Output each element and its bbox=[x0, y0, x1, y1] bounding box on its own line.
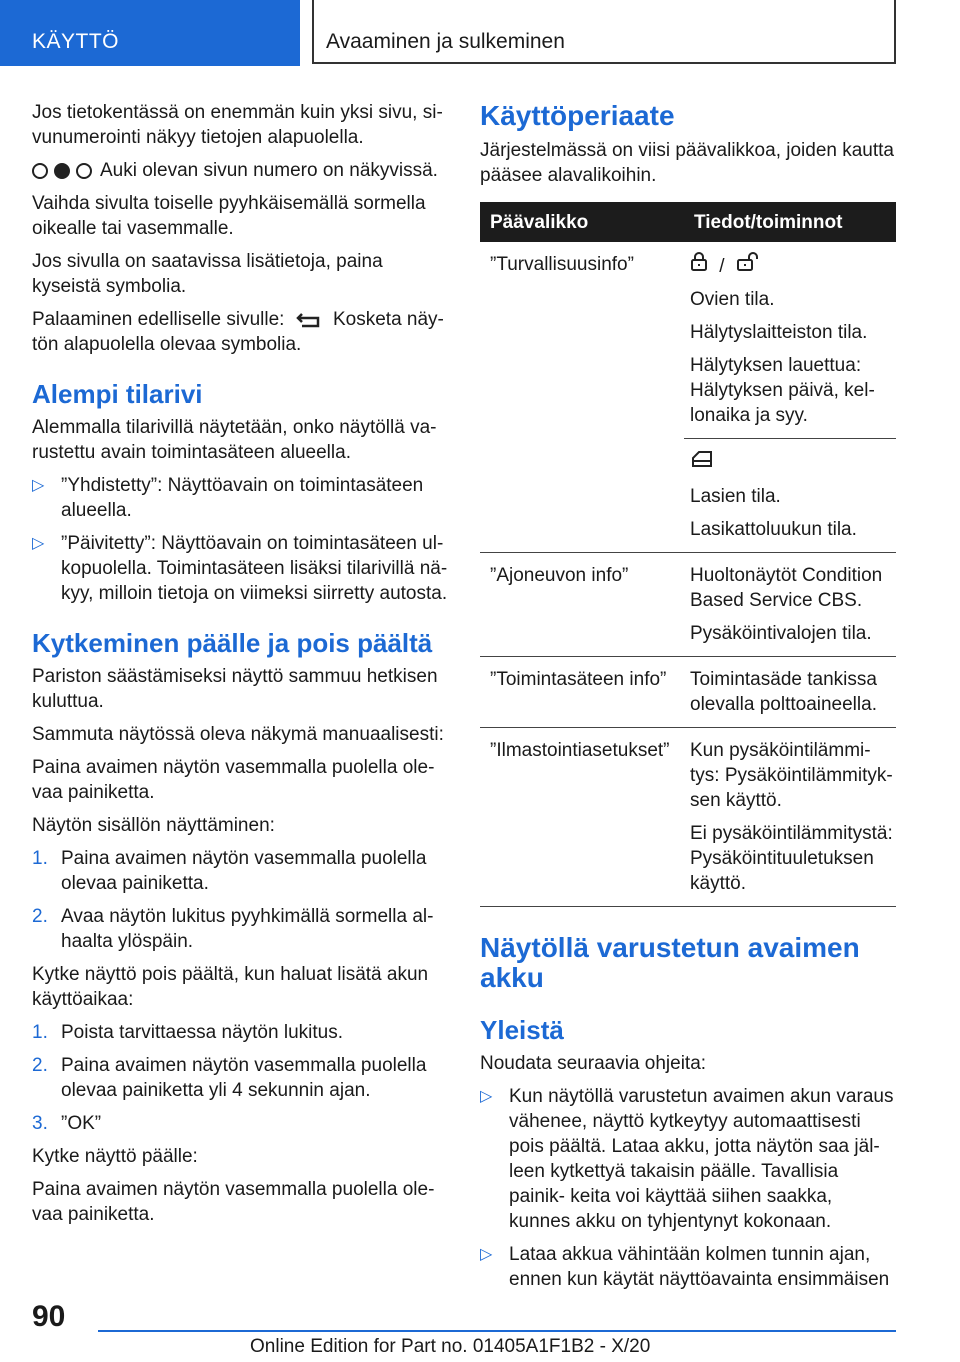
heading-battery: Näytöllä varustetun avaimen akku bbox=[480, 932, 860, 993]
edition-note: Online Edition for Part no. 01405A1F1B2 - X/20 bbox=[250, 1336, 651, 1357]
column-header: Tiedot/toiminnot bbox=[684, 202, 896, 242]
right-column bbox=[480, 100, 896, 1300]
list-item: ▷ ”Päivitetty”: Näyttöavain on toimintasäteen ul- kopuolella. Toimintasäteen lisäksi tilarivillä nä- kyy, milloin tietoja on viimeksi siirretty autosta. bbox=[32, 533, 448, 604]
table-cell: Toimintasäde tankissa olevalla polttoaineella. bbox=[684, 657, 896, 728]
left-column bbox=[32, 100, 448, 1235]
table-row bbox=[480, 728, 896, 907]
paragraph: Pariston säästämiseksi näyttö sammuu hetkisen kuluttua. bbox=[32, 666, 438, 712]
table-cell: ”Turvallisuusinfo” bbox=[490, 254, 634, 275]
list-item: ▷ Lataa akkua vähintään kolmen tunnin ajan, ennen kun käytät näyttöavainta ensimmäisen bbox=[480, 1244, 890, 1290]
paragraph: Näytön sisällön näyttäminen: bbox=[32, 815, 275, 836]
paragraph: Paina avaimen näytön vasemmalla puolella ole- vaa painiketta. bbox=[32, 1179, 435, 1225]
window-icon bbox=[690, 449, 714, 469]
list-item: 1. Poista tarvittaessa näytön lukitus. bbox=[32, 1022, 343, 1043]
page-number: 90 bbox=[32, 1300, 66, 1333]
table-cell: ”Toimintasäteen info” bbox=[480, 657, 684, 728]
heading-general: Yleistä bbox=[480, 1015, 564, 1045]
paragraph: Sammuta näytössä oleva näkymä manuaalisesti: bbox=[32, 724, 444, 745]
table-row bbox=[480, 439, 896, 553]
paragraph: Alemmalla tilarivillä näytetään, onko näytöllä va- rustettu avain toimintasäteen alueella. bbox=[32, 417, 437, 463]
paragraph: Jos sivulla on saatavissa lisätietoja, paina kyseistä symbolia. bbox=[32, 251, 383, 297]
table-cell: Lasien tila. Lasikattoluukun tila. bbox=[684, 439, 896, 553]
paragraph: Noudata seuraavia ohjeita: bbox=[480, 1053, 707, 1074]
lock-closed-icon bbox=[690, 252, 708, 272]
table-cell: ”Ajoneuvon info” bbox=[480, 553, 684, 657]
table-cell: / Ovien tila. Hälytyslaitteiston tila. Hälytyksen lauettua: Hälytyksen päivä, kel- lonaika ja syy. bbox=[684, 242, 896, 439]
paragraph: Kytke näyttö päälle: bbox=[32, 1146, 198, 1167]
chapter-title: Avaaminen ja sulkeminen bbox=[312, 0, 896, 64]
menu-table bbox=[480, 202, 896, 907]
heading-power: Kytkeminen päälle ja pois päältä bbox=[32, 628, 433, 658]
heading-status-bar: Alempi tilarivi bbox=[32, 379, 203, 409]
page-dots-icon bbox=[32, 163, 92, 179]
list-item: 1. Paina avaimen näytön vasemmalla puolella olevaa painiketta. bbox=[32, 848, 427, 894]
list-item: 2. Paina avaimen näytön vasemmalla puolella olevaa painiketta yli 4 sekunnin ajan. bbox=[32, 1055, 427, 1101]
back-arrow-icon bbox=[296, 311, 322, 329]
heading-principle: Käyttöperiaate bbox=[480, 100, 675, 131]
page-header bbox=[0, 0, 960, 66]
footer-divider bbox=[98, 1330, 896, 1332]
table-cell: Huoltonäytöt Condition Based Service CBS. Pysäköintivalojen tila. bbox=[684, 553, 896, 657]
paragraph: Paina avaimen näytön vasemmalla puolella ole- vaa painiketta. bbox=[32, 757, 435, 803]
lock-open-icon bbox=[736, 252, 762, 272]
paragraph: Kytke näyttö pois päältä, kun haluat lisätä akun käyttöaikaa: bbox=[32, 964, 429, 1010]
table-cell: Kun pysäköintilämmi- tys: Pysäköintilämmityk- sen käyttö. Ei pysäköintilämmitystä: Pysäköintituuletuksen käyttö. bbox=[684, 728, 896, 907]
section-tab: KÄYTTÖ bbox=[0, 0, 300, 66]
paragraph: Vaihda sivulta toiselle pyyhkäisemällä sormella oikealle tai vasemmalle. bbox=[32, 193, 426, 239]
table-row bbox=[480, 242, 896, 439]
column-header: Päävalikko bbox=[480, 202, 684, 242]
list-item: 3. ”OK” bbox=[32, 1113, 102, 1134]
table-row bbox=[480, 553, 896, 657]
table-header-row bbox=[480, 202, 896, 242]
paragraph: Palaaminen edelliselle sivulle: Kosketa näy- tön alapuolella olevaa symbolia. bbox=[32, 309, 444, 355]
list-item: 2. Avaa näytön lukitus pyyhkimällä sormella al- haalta ylöspäin. bbox=[32, 906, 434, 952]
list-item: ▷ ”Yhdistetty”: Näyttöavain on toimintasäteen alueella. bbox=[32, 475, 424, 521]
paragraph: Jos tietokentässä on enemmän kuin yksi sivu, si- vunumerointi näkyy tietojen alapuolella. bbox=[32, 102, 443, 148]
paragraph: Järjestelmässä on viisi päävalikkoa, joiden kautta pääsee alavalikoihin. bbox=[480, 140, 894, 186]
table-row bbox=[480, 657, 896, 728]
table-cell: ”Ilmastointiasetukset” bbox=[480, 728, 684, 907]
paragraph: Auki olevan sivun numero on näkyvissä. bbox=[32, 158, 448, 183]
list-item: ▷ Kun näytöllä varustetun avaimen akun varaus vähenee, näyttö kytkeytyy automaattisesti pois päältä. Lataa akku, jotta näytön saa jäl- leen kytkettyä takaisin päälle. Tavallisia painik- keita voi käyttää siihen saakka, kunnes akku on tyhjentynyt kokonaan. bbox=[480, 1086, 894, 1232]
